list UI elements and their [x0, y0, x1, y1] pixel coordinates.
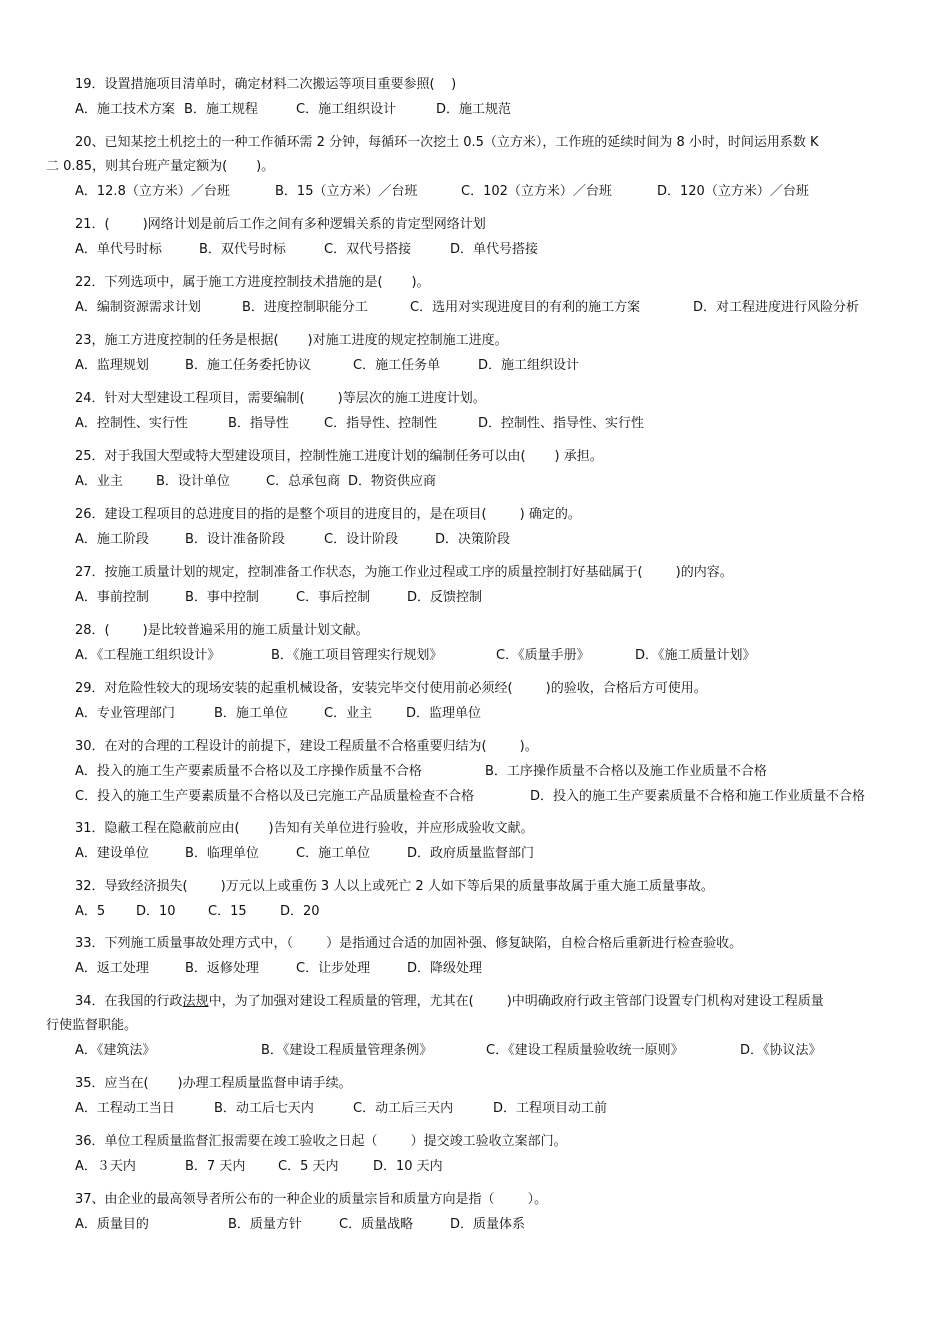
question-29 — [46, 677, 902, 726]
option-b: B．质量方针 — [228, 1217, 302, 1232]
option-b: B．施工单位 — [214, 706, 288, 721]
option-d: D．20 — [280, 904, 320, 919]
question-stem: 26．建设工程项目的总进度目的指的是整个项目的进度目的，是在项目( ) 确定的。 — [75, 507, 581, 522]
question-27 — [46, 561, 902, 610]
option-c: C．施工单位 — [296, 846, 371, 861]
question-options — [46, 956, 902, 981]
option-c: C．15 — [208, 904, 247, 919]
option-b: B．指导性 — [228, 416, 289, 431]
option-d: D．监理单位 — [406, 706, 482, 721]
question-stem: 20、已知某挖土机挖土的一种工作循环需 2 分钟，每循环一次挖土 0.5（立方米），工作班的延续时间为 8 小时，时间运用系数 K — [75, 135, 819, 150]
option-d: D．120（立方米）／台班 — [657, 184, 809, 199]
option-c: C．5 天内 — [278, 1159, 339, 1174]
question-stem: 19．设置措施项目清单时，确定材料二次搬运等项目重要参照( ) — [75, 77, 457, 92]
question-options — [46, 643, 902, 668]
question-stem: 25．对于我国大型或特大型建设项目，控制性施工进度计划的编制任务可以由( ) 承担。 — [75, 449, 603, 464]
option-a: A．《工程施工组织设计》 — [75, 648, 221, 663]
question-34 — [46, 990, 902, 1063]
question-33 — [46, 932, 902, 981]
option-d: D．施工规范 — [436, 102, 512, 117]
question-options — [46, 899, 902, 924]
option-a: A．质量目的 — [75, 1217, 149, 1232]
question-30 — [46, 735, 902, 809]
option-d: D．反馈控制 — [407, 590, 483, 605]
option-b: B．进度控制职能分工 — [242, 300, 368, 315]
option-a: A．《建筑法》 — [75, 1043, 156, 1058]
question-23 — [46, 329, 902, 378]
question-stem: 31．隐蔽工程在隐蔽前应由( )告知有关单位进行验收，并应形成验收文献。 — [75, 821, 534, 836]
law-term: 法规 — [182, 994, 209, 1009]
question-37 — [46, 1188, 902, 1237]
option-c: C．业主 — [324, 706, 373, 721]
question-stem: 21．( )网络计划是前后工作之间有多种逻辑关系的肯定型网络计划 — [75, 217, 486, 232]
option-b: B．设计准备阶段 — [185, 532, 285, 547]
option-a: A．编制资源需求计划 — [75, 300, 201, 315]
question-options — [46, 411, 902, 436]
option-d: D．《协议法》 — [740, 1043, 822, 1058]
option-d: D．质量体系 — [450, 1217, 526, 1232]
option-d: D．工程项目动工前 — [493, 1101, 608, 1116]
option-a: A．施工阶段 — [75, 532, 149, 547]
option-b: B．7 天内 — [185, 1159, 246, 1174]
option-c: C．总承包商 — [266, 474, 341, 489]
question-options — [46, 759, 902, 784]
question-stem: 22．下列选项中，属于施工方进度控制技术措施的是( )。 — [75, 275, 430, 290]
question-stem: 28．( )是比较普遍采用的施工质量计划文献。 — [75, 623, 369, 638]
question-options — [46, 1154, 902, 1179]
option-d: D．施工组织设计 — [478, 358, 580, 373]
option-a: A．控制性、实行性 — [75, 416, 188, 431]
option-a: A．投入的施工生产要素质量不合格以及工序操作质量不合格 — [75, 764, 422, 779]
question-options — [46, 97, 902, 122]
question-options — [46, 841, 902, 866]
option-d: D．10 天内 — [373, 1159, 443, 1174]
question-stem: 35．应当在( )办理工程质量监督申请手续。 — [75, 1076, 352, 1091]
question-21 — [46, 213, 902, 262]
option-d: D．对工程进度进行风险分析 — [693, 300, 860, 315]
option-c: C．事后控制 — [296, 590, 371, 605]
option-b: B．双代号时标 — [199, 242, 286, 257]
question-stem: 30．在对的合理的工程设计的前提下，建设工程质量不合格重要归结为( )。 — [75, 739, 538, 754]
question-options — [46, 295, 902, 320]
option-d: D．投入的施工生产要素质量不合格和施工作业质量不合格 — [530, 789, 866, 804]
option-c: C．施工组织设计 — [296, 102, 397, 117]
option-b: B．《建设工程质量管理条例》 — [261, 1043, 433, 1058]
option-b: B．15（立方米）／台班 — [275, 184, 418, 199]
question-22 — [46, 271, 902, 320]
question-stem: 24．针对大型建设工程项目，需要编制( )等层次的施工进度计划。 — [75, 391, 486, 406]
option-d: D．物资供应商 — [348, 474, 437, 489]
option-d: D．决策阶段 — [435, 532, 511, 547]
option-c: C．选用对实现进度目的有利的施工方案 — [410, 300, 641, 315]
option-c: C．设计阶段 — [324, 532, 399, 547]
question-stem-continued: 二 0.85，则其台班产量定额为( )。 — [46, 159, 275, 174]
question-19 — [46, 73, 902, 122]
question-options — [46, 527, 902, 552]
question-options — [46, 469, 902, 494]
option-a: A．施工技术方案 — [75, 102, 175, 117]
option-b: B．返修处理 — [185, 961, 259, 976]
question-options-row-2 — [46, 784, 902, 809]
question-stem: 36．单位工程质量监督汇报需要在竣工验收之日起（ ）提交竣工验收立案部门。 — [75, 1134, 567, 1149]
option-c: C．指导性、控制性 — [324, 416, 438, 431]
question-options — [46, 179, 902, 204]
option-a: A．监理规划 — [75, 358, 149, 373]
question-stem: 29．对危险性较大的现场安装的起重机械设备，安装完毕交付使用前必须经( )的验收，合格后方可使用。 — [75, 681, 707, 696]
option-c: C．施工任务单 — [353, 358, 441, 373]
option-b: B．事中控制 — [185, 590, 259, 605]
option-a: A．３天内 — [75, 1159, 136, 1174]
option-d: D．政府质量监督部门 — [407, 846, 535, 861]
stem-text: 34．在我国的行政 — [75, 994, 183, 1009]
question-options — [46, 237, 902, 262]
option-c: C．质量战略 — [339, 1217, 414, 1232]
question-options — [46, 1096, 902, 1121]
option-c: C．《建设工程质量验收统一原则》 — [486, 1043, 684, 1058]
option-b: B．设计单位 — [156, 474, 230, 489]
option-a: A．返工处理 — [75, 961, 149, 976]
option-a: A．12.8（立方米）／台班 — [75, 184, 230, 199]
question-stem: 27．按施工质量计划的规定，控制准备工作状态，为施工作业过程或工序的质量控制打好基础属于( )的内容。 — [75, 565, 733, 580]
option-b: B．工序操作质量不合格以及施工作业质量不合格 — [485, 764, 767, 779]
stem-text: 中，为了加强对建设工程质量的管理，尤其在( )中明确政府行政主管部门设置专门机构对建设工程质量 — [208, 994, 824, 1009]
question-28 — [46, 619, 902, 668]
option-d: D．控制性、指导性、实行性 — [478, 416, 645, 431]
question-options — [46, 585, 902, 610]
option-a: A．5 — [75, 904, 106, 919]
question-26 — [46, 503, 902, 552]
question-options — [46, 353, 902, 378]
option-a: A．工程动工当日 — [75, 1101, 175, 1116]
question-options — [46, 1212, 902, 1237]
question-24 — [46, 387, 902, 436]
option-b: B．临理单位 — [185, 846, 259, 861]
option-b: B．施工规程 — [184, 102, 258, 117]
question-31 — [46, 817, 902, 866]
option-a: A．业主 — [75, 474, 123, 489]
question-stem: 33．下列施工质量事故处理方式中，（ ）是指通过合适的加固补强、修复缺陷，自检合格后重新进行检查验收。 — [75, 936, 743, 951]
option-a: A．单代号时标 — [75, 242, 162, 257]
option-a: A．事前控制 — [75, 590, 149, 605]
option-a: A．专业管理部门 — [75, 706, 175, 721]
option-b: B．动工后七天内 — [214, 1101, 314, 1116]
option-c: C．动工后三天内 — [353, 1101, 454, 1116]
question-32 — [46, 875, 902, 924]
option-d: D．降级处理 — [407, 961, 483, 976]
question-stem-continued: 行使监督职能。 — [46, 1018, 138, 1033]
option-b: B．《施工项目管理实行规划》 — [271, 648, 443, 663]
question-options — [46, 701, 902, 726]
option-a: A．建设单位 — [75, 846, 149, 861]
question-35 — [46, 1072, 902, 1121]
option-b: D．10 — [136, 904, 176, 919]
option-d: D．单代号搭接 — [450, 242, 539, 257]
question-options — [46, 1038, 902, 1063]
question-20 — [46, 131, 902, 204]
option-c: C．双代号搭接 — [324, 242, 412, 257]
option-c: C．《质量手册》 — [496, 648, 590, 663]
question-stem: 32．导致经济损失( )万元以上或重伤 3 人以上或死亡 2 人如下等后果的质量事故属于重大施工质量事故。 — [75, 879, 714, 894]
question-36 — [46, 1130, 902, 1179]
option-c: C．让步处理 — [296, 961, 371, 976]
option-c: C．102（立方米）／台班 — [461, 184, 612, 199]
question-stem: 37、由企业的最高领导者所公布的一种企业的质量宗旨和质量方向是指（ ）。 — [75, 1192, 548, 1207]
question-25 — [46, 445, 902, 494]
option-d: D．《施工质量计划》 — [635, 648, 756, 663]
question-stem: 23，施工方进度控制的任务是根据( )对施工进度的规定控制施工进度。 — [75, 333, 508, 348]
option-c: C．投入的施工生产要素质量不合格以及已完施工产品质量检查不合格 — [75, 789, 475, 804]
option-b: B．施工任务委托协议 — [185, 358, 311, 373]
question-stem — [46, 990, 902, 1014]
